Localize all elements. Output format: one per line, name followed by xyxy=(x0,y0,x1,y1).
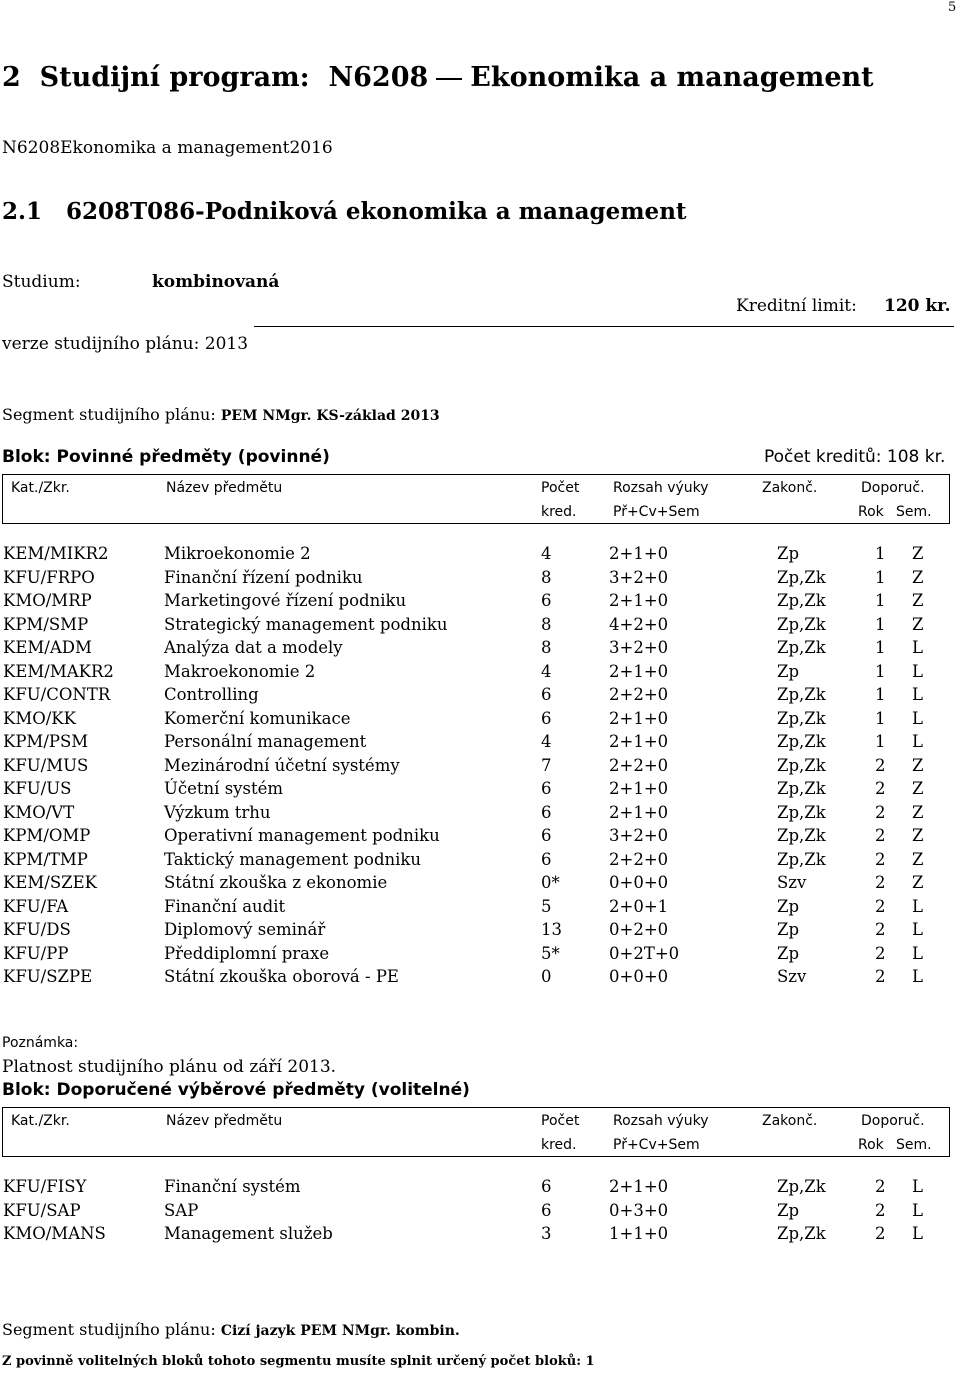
course-credits: 4 xyxy=(541,661,552,681)
course-name: Finanční řízení podniku xyxy=(164,567,363,587)
course-completion: Zp,Zk xyxy=(777,708,826,728)
course-range: 2+2+0 xyxy=(609,685,669,704)
table-row xyxy=(0,920,960,943)
course-credits: 3 xyxy=(541,1224,552,1243)
course-credits: 6 xyxy=(541,1177,552,1196)
course-completion: Zp,Zk xyxy=(777,826,826,845)
course-range: 2+1+0 xyxy=(609,591,669,610)
header-name: Název předmětu xyxy=(166,480,283,496)
header-completion: Zakonč. xyxy=(762,480,818,496)
course-semester: Z xyxy=(912,802,924,822)
header-code: Kat./Zkr. xyxy=(11,480,70,496)
plan-version: verze studijního plánu: 2013 xyxy=(2,334,249,354)
course-code: KMO/KK xyxy=(3,708,76,728)
course-range: 2+1+0 xyxy=(609,544,669,563)
course-name: Účetní systém xyxy=(164,779,283,798)
studium-label: Studium: xyxy=(2,272,81,292)
table-row xyxy=(0,803,960,826)
course-year: 2 xyxy=(875,826,886,845)
header-range-sub: Př+Cv+Sem xyxy=(613,504,700,520)
course-year: 1 xyxy=(875,638,886,657)
table-row xyxy=(0,1177,960,1200)
course-semester: L xyxy=(912,943,923,963)
segment-value: PEM NMgr. KS-základ 2013 xyxy=(220,408,440,424)
course-code: KFU/PP xyxy=(3,943,69,963)
course-year: 1 xyxy=(875,732,886,751)
segment-heading xyxy=(2,405,440,424)
header-year: Rok xyxy=(858,504,884,520)
course-name: Předdiplomní praxe xyxy=(164,943,330,963)
course-name: Státní zkouška oborová - PE xyxy=(164,967,399,986)
course-name: Management služeb xyxy=(164,1224,333,1243)
table-row xyxy=(0,756,960,779)
course-name: Mikroekonomie 2 xyxy=(164,544,311,563)
course-code: KFU/DS xyxy=(3,920,71,939)
course-code: KMO/MANS xyxy=(3,1224,106,1243)
course-code: KFU/CONTR xyxy=(3,685,111,704)
table-header xyxy=(2,474,950,524)
header-code: Kat./Zkr. xyxy=(11,1113,70,1129)
course-name: Makroekonomie 2 xyxy=(164,661,316,681)
course-semester: L xyxy=(912,1200,923,1220)
course-code: KFU/SAP xyxy=(3,1200,81,1220)
table-row xyxy=(0,615,960,638)
course-range: 2+2+0 xyxy=(609,849,669,869)
course-credits: 6 xyxy=(541,826,552,845)
course-year: 2 xyxy=(875,1200,886,1220)
segment-label: Segment studijního plánu: xyxy=(2,405,216,424)
table-row xyxy=(0,709,960,732)
course-credits: 6 xyxy=(541,779,552,798)
course-year: 2 xyxy=(875,873,886,892)
course-completion: Zp xyxy=(777,896,800,916)
course-completion: Zp,Zk xyxy=(777,1177,826,1196)
course-semester: Z xyxy=(912,614,924,634)
course-completion: Szv xyxy=(777,873,807,892)
table-row xyxy=(0,967,960,990)
page-number: 5 xyxy=(948,0,957,15)
header-credits-sub: kred. xyxy=(541,1137,577,1153)
course-semester: L xyxy=(912,967,923,986)
header-semester: Sem. xyxy=(896,504,932,520)
chapter-number: 2 xyxy=(2,62,21,93)
course-semester: L xyxy=(912,661,923,681)
course-credits: 0* xyxy=(541,873,560,892)
course-name: Personální management xyxy=(164,732,367,751)
course-code: KFU/FA xyxy=(3,896,69,916)
course-completion: Zp,Zk xyxy=(777,614,826,634)
course-range: 2+2+0 xyxy=(609,755,669,775)
course-year: 1 xyxy=(875,567,886,587)
course-code: KFU/SZPE xyxy=(3,967,93,986)
course-name: Controlling xyxy=(164,685,259,704)
section-number: 2.1 xyxy=(2,198,43,225)
table-row xyxy=(0,591,960,614)
course-semester: Z xyxy=(912,755,924,775)
course-completion: Zp,Zk xyxy=(777,732,826,751)
course-semester: Z xyxy=(912,567,924,587)
credit-limit-value: 120 kr. xyxy=(884,296,951,316)
course-completion: Zp,Zk xyxy=(777,567,826,587)
course-semester: L xyxy=(912,638,923,657)
course-year: 1 xyxy=(875,708,886,728)
credit-limit-label: Kreditní limit: xyxy=(736,296,857,316)
course-completion: Zp xyxy=(777,544,800,563)
course-name: Diplomový seminář xyxy=(164,920,326,939)
course-code: KMO/VT xyxy=(3,802,75,822)
header-range-sub: Př+Cv+Sem xyxy=(613,1137,700,1153)
course-credits: 6 xyxy=(541,849,552,869)
course-semester: L xyxy=(912,896,923,916)
course-name: Taktický management podniku xyxy=(164,849,422,869)
segment-value: Cizí jazyk PEM NMgr. kombin. xyxy=(220,1323,460,1339)
header-completion: Zakonč. xyxy=(762,1113,818,1129)
course-year: 1 xyxy=(875,544,886,563)
block-title: Blok: Doporučené výběrové předměty (volitelné) xyxy=(2,1080,470,1100)
course-range: 2+1+0 xyxy=(609,732,669,751)
segment-label: Segment studijního plánu: xyxy=(2,1320,216,1339)
course-completion: Zp,Zk xyxy=(777,755,826,775)
course-code: KFU/US xyxy=(3,779,72,798)
course-code: KPM/SMP xyxy=(3,614,89,634)
course-year: 1 xyxy=(875,591,886,610)
course-year: 1 xyxy=(875,614,886,634)
chapter-heading xyxy=(2,62,874,93)
course-year: 2 xyxy=(875,1224,886,1243)
course-semester: L xyxy=(912,708,923,728)
course-completion: Zp,Zk xyxy=(777,802,826,822)
header-range: Rozsah výuky xyxy=(613,1113,709,1129)
header-credits-sub: kred. xyxy=(541,504,577,520)
course-name: Marketingové řízení podniku xyxy=(164,591,407,610)
table-row xyxy=(0,732,960,755)
course-name: Strategický management podniku xyxy=(164,614,448,634)
course-name: Výzkum trhu xyxy=(164,802,271,822)
course-credits: 8 xyxy=(541,614,552,634)
course-name: Analýza dat a modely xyxy=(164,638,343,657)
course-semester: Z xyxy=(912,849,924,869)
course-year: 2 xyxy=(875,920,886,939)
course-year: 2 xyxy=(875,967,886,986)
course-completion: Szv xyxy=(777,967,807,986)
course-range: 0+2+0 xyxy=(609,920,669,939)
course-name: Finanční audit xyxy=(164,896,286,916)
course-year: 2 xyxy=(875,755,886,775)
course-year: 2 xyxy=(875,1177,886,1196)
course-code: KEM/MIKR2 xyxy=(3,544,109,563)
segment-heading xyxy=(2,1320,460,1339)
course-completion: Zp,Zk xyxy=(777,638,826,657)
course-semester: L xyxy=(912,1177,923,1196)
table-row xyxy=(0,944,960,967)
header-range: Rozsah výuky xyxy=(613,480,709,496)
course-year: 2 xyxy=(875,943,886,963)
course-code: KPM/PSM xyxy=(3,732,89,751)
course-code: KEM/ADM xyxy=(3,638,92,657)
course-name: Státní zkouška z ekonomie xyxy=(164,873,388,892)
course-range: 0+3+0 xyxy=(609,1200,669,1220)
table-row xyxy=(0,826,960,849)
course-credits: 4 xyxy=(541,732,552,751)
course-code: KEM/MAKR2 xyxy=(3,661,114,681)
course-semester: L xyxy=(912,1224,923,1243)
course-range: 0+2T+0 xyxy=(609,943,680,963)
course-credits: 6 xyxy=(541,685,552,704)
course-year: 2 xyxy=(875,849,886,869)
header-year: Rok xyxy=(858,1137,884,1153)
header-credits: Počet xyxy=(541,1113,580,1129)
course-completion: Zp,Zk xyxy=(777,1224,826,1243)
course-name: Komerční komunikace xyxy=(164,708,351,728)
course-completion: Zp xyxy=(777,661,800,681)
block-title: Blok: Povinné předměty (povinné) xyxy=(2,447,330,467)
course-name: SAP xyxy=(164,1200,199,1220)
course-year: 1 xyxy=(875,685,886,704)
course-completion: Zp,Zk xyxy=(777,779,826,798)
course-range: 3+2+0 xyxy=(609,567,669,587)
course-completion: Zp,Zk xyxy=(777,849,826,869)
course-semester: Z xyxy=(912,544,924,563)
course-completion: Zp,Zk xyxy=(777,591,826,610)
table-row xyxy=(0,685,960,708)
course-semester: Z xyxy=(912,873,924,892)
course-range: 2+1+0 xyxy=(609,802,669,822)
table-row xyxy=(0,779,960,802)
header-name: Název předmětu xyxy=(166,1113,283,1129)
course-credits: 6 xyxy=(541,802,552,822)
course-completion: Zp xyxy=(777,1200,800,1220)
table-row xyxy=(0,1201,960,1224)
course-credits: 5 xyxy=(541,896,552,916)
course-semester: L xyxy=(912,685,923,704)
course-completion: Zp xyxy=(777,943,800,963)
course-range: 0+0+0 xyxy=(609,967,669,986)
course-credits: 8 xyxy=(541,567,552,587)
course-completion: Zp xyxy=(777,920,800,939)
section-title: 6208T086-Podniková ekonomika a management xyxy=(66,198,687,225)
chapter-name: Ekonomika a management xyxy=(470,62,874,93)
section-heading xyxy=(2,198,687,225)
table-row xyxy=(0,1224,960,1247)
course-semester: Z xyxy=(912,591,924,610)
course-semester: L xyxy=(912,920,923,939)
course-range: 2+1+0 xyxy=(609,708,669,728)
course-name: Operativní management podniku xyxy=(164,826,440,845)
course-code: KPM/TMP xyxy=(3,849,88,869)
table-row xyxy=(0,873,960,896)
table-header xyxy=(2,1107,950,1157)
course-credits: 6 xyxy=(541,1200,552,1220)
course-code: KFU/FRPO xyxy=(3,567,95,587)
table-row xyxy=(0,850,960,873)
course-year: 2 xyxy=(875,779,886,798)
table-row xyxy=(0,897,960,920)
course-credits: 6 xyxy=(541,591,552,610)
course-code: KFU/MUS xyxy=(3,755,89,775)
chapter-prefix: Studijní program: xyxy=(39,62,310,93)
course-range: 4+2+0 xyxy=(609,614,669,634)
course-name: Mezinárodní účetní systémy xyxy=(164,755,400,775)
course-year: 1 xyxy=(875,661,886,681)
dash-divider xyxy=(436,78,462,80)
course-credits: 0 xyxy=(541,967,552,986)
course-code: KEM/SZEK xyxy=(3,873,97,892)
course-credits: 5* xyxy=(541,943,560,963)
note-label: Poznámka: xyxy=(2,1035,79,1051)
header-recommended: Doporuč. xyxy=(861,480,925,496)
course-credits: 8 xyxy=(541,638,552,657)
block-credits: Počet kreditů: 108 kr. xyxy=(764,447,946,467)
note-text: Platnost studijního plánu od září 2013. xyxy=(2,1057,337,1077)
table-row xyxy=(0,568,960,591)
course-range: 2+1+0 xyxy=(609,779,669,798)
header-semester: Sem. xyxy=(896,1137,932,1153)
course-range: 3+2+0 xyxy=(609,826,669,845)
course-range: 2+1+0 xyxy=(609,661,669,681)
course-credits: 4 xyxy=(541,544,552,563)
table-row xyxy=(0,544,960,567)
program-line: N6208Ekonomika a management2016 xyxy=(2,138,333,158)
course-credits: 7 xyxy=(541,755,552,775)
studium-value: kombinovaná xyxy=(152,272,280,292)
chapter-code: N6208 xyxy=(328,62,429,93)
table-row xyxy=(0,662,960,685)
course-code: KFU/FISY xyxy=(3,1177,87,1196)
table-row xyxy=(0,638,960,661)
course-range: 2+1+0 xyxy=(609,1177,669,1196)
course-code: KMO/MRP xyxy=(3,591,92,610)
header-credits: Počet xyxy=(541,480,580,496)
course-range: 3+2+0 xyxy=(609,638,669,657)
course-range: 0+0+0 xyxy=(609,873,669,892)
course-semester: Z xyxy=(912,779,924,798)
course-credits: 6 xyxy=(541,708,552,728)
divider-line xyxy=(254,326,954,327)
course-code: KPM/OMP xyxy=(3,826,91,845)
course-credits: 13 xyxy=(541,920,562,939)
course-range: 1+1+0 xyxy=(609,1224,669,1243)
course-range: 2+0+1 xyxy=(609,896,669,916)
course-year: 2 xyxy=(875,896,886,916)
course-semester: L xyxy=(912,732,923,751)
course-semester: Z xyxy=(912,826,924,845)
footer-note: Z povinně volitelných bloků tohoto segmentu musíte splnit určený počet bloků: 1 xyxy=(2,1354,595,1369)
course-year: 2 xyxy=(875,802,886,822)
course-name: Finanční systém xyxy=(164,1177,301,1196)
header-recommended: Doporuč. xyxy=(861,1113,925,1129)
course-completion: Zp,Zk xyxy=(777,685,826,704)
